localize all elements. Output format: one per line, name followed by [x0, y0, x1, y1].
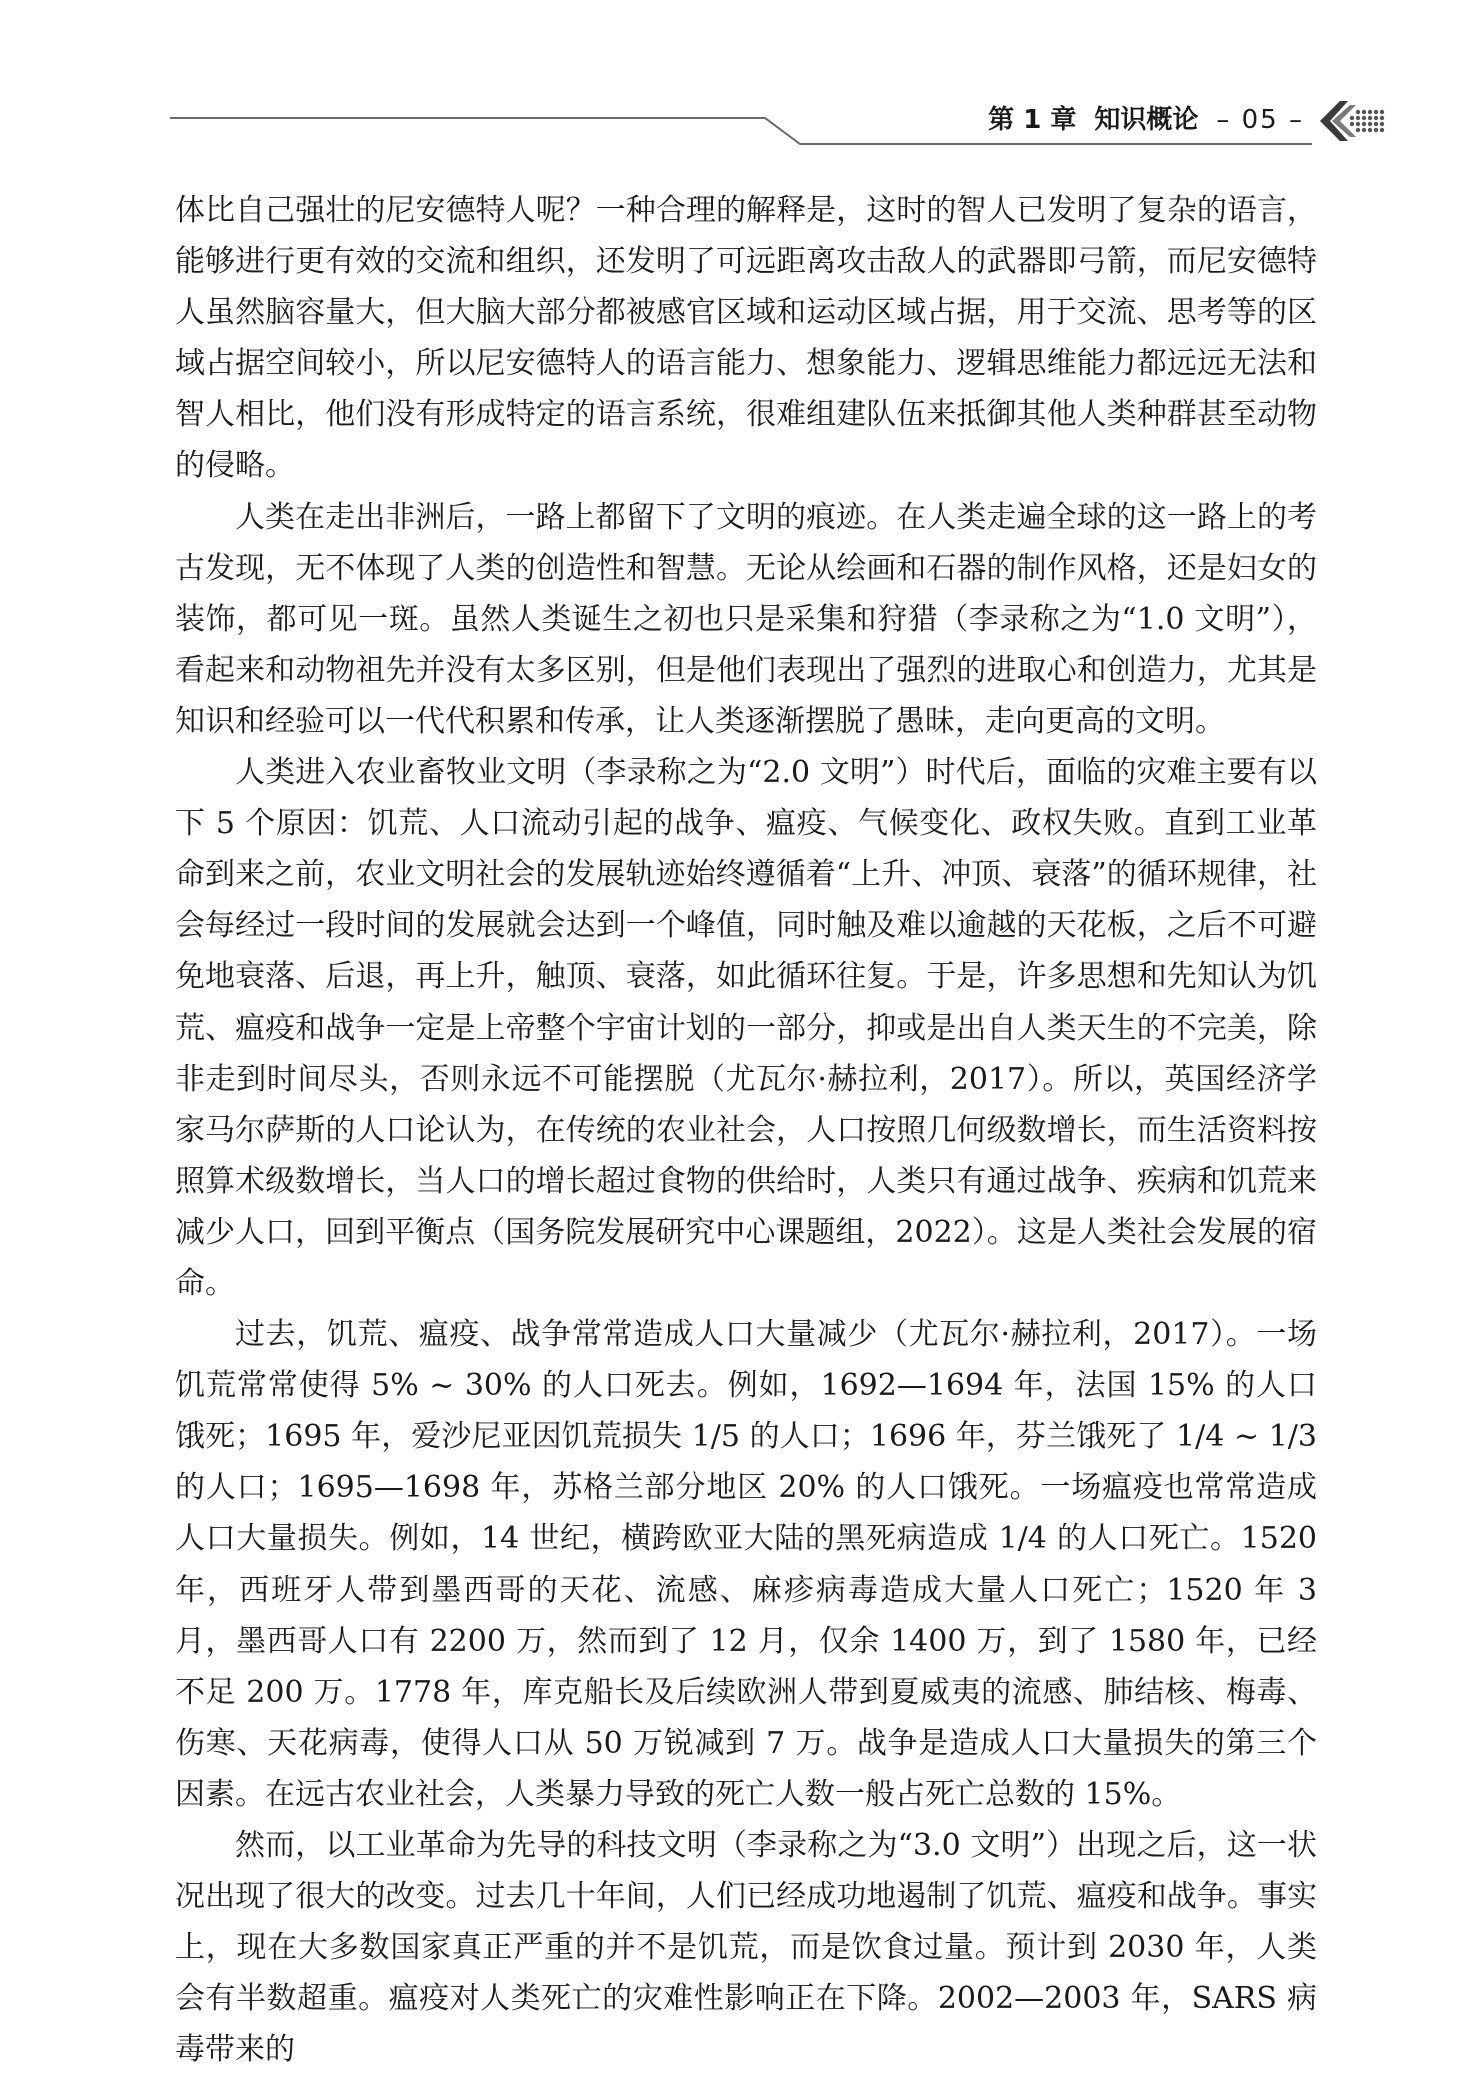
chapter-label: 第 1 章 — [988, 105, 1077, 135]
paragraph: 过去，饥荒、瘟疫、战争常常造成人口大量减少（尤瓦尔·赫拉利，2017）。一场饥荒常常使得 5% ~ 30% 的人口死去。例如，1692—1694 年，法国 15% 的人口饿死；1695 年，爱沙尼亚因饥荒损失 1/5 的人口；1696 年，芬兰饿死了 1/4 ~ 1/3 的人口；1695—1698 年，苏格兰部分地区 20% 的人口饿死。一场瘟疫也常常造成人口大量损失。例如，14 世纪，横跨欧亚大陆的黑死病造成 1/4 的人口死亡。1520 年，西班牙人带到墨西哥的天花、流感、麻疹病毒造成大量人口死亡；1520 年 3 月，墨西哥人口有 2200 万，然而到了 12 月，仅余 1400 万，到了 1580 年，已经不足 200 万。1778 年，库克船长及后续欧洲人带到夏威夷的流感、肺结核、梅毒、伤寒、天花病毒，使得人口从 50 万锐减到 7 万。战争是造成人口大量损失的第三个因素。在远古农业社会，人类暴力导致的死亡人数一般占死亡总数的 15%。 — [175, 1317, 1317, 1812]
paragraph: 然而，以工业革命为先导的科技文明（李录称之为“3.0 文明”）出现之后，这一状况出现了很大的改变。过去几十年间，人们已经成功地遏制了饥荒、瘟疫和战争。事实上，现在大多数国家真正严重的并不是饥荒，而是饮食过量。预计到 2030 年，人类会有半数超重。瘟疫对人类死亡的灾难性影响正在下降。2002—2003 年，SARS 病毒带来的 — [175, 1828, 1317, 2068]
running-head — [988, 100, 1304, 140]
chapter-title: 知识概论 — [1094, 105, 1199, 135]
page-number: – 05 – — [1216, 105, 1304, 135]
chevron-ornament-icon — [1318, 98, 1388, 144]
paragraph: 体比自己强壮的尼安德特人呢？一种合理的解释是，这时的智人已发明了复杂的语言，能够进行更有效的交流和组织，还发明了可远距离攻击敌人的武器即弓箭，而尼安德特人虽然脑容量大，但大脑大部分都被感官区域和运动区域占据，用于交流、思考等的区域占据空间较小，所以尼安德特人的语言能力、想象能力、逻辑思维能力都远远无法和智人相比，他们没有形成特定的语言系统，很难组建队伍来抵御其他人类种群甚至动物的侵略。 — [175, 193, 1317, 484]
body-text — [175, 185, 1317, 2075]
page-header — [0, 0, 1457, 160]
paragraph: 人类进入农业畜牧业文明（李录称之为“2.0 文明”）时代后，面临的灾难主要有以下 5 个原因：饥荒、人口流动引起的战争、瘟疫、气候变化、政权失败。直到工业革命到来之前，农业文明社会的发展轨迹始终遵循着“上升、冲顶、衰落”的循环规律，社会每经过一段时间的发展就会达到一个峰值，同时触及难以逾越的天花板，之后不可避免地衰落、后退，再上升，触顶、衰落，如此循环往复。于是，许多思想和先知认为饥荒、瘟疫和战争一定是上帝整个宇宙计划的一部分，抑或是出自人类天生的不完美，除非走到时间尽头，否则永远不可能摆脱（尤瓦尔·赫拉利，2017）。所以，英国经济学家马尔萨斯的人口论认为，在传统的农业社会，人口按照几何级数增长，而生活资料按照算术级数增长，当人口的增长超过食物的供给时，人类只有通过战争、疾病和饥荒来减少人口，回到平衡点（国务院发展研究中心课题组，2022）。这是人类社会发展的宿命。 — [175, 755, 1317, 1301]
paragraph: 人类在走出非洲后，一路上都留下了文明的痕迹。在人类走遍全球的这一路上的考古发现，无不体现了人类的创造性和智慧。无论从绘画和石器的制作风格，还是妇女的装饰，都可见一斑。虽然人类诞生之初也只是采集和狩猎（李录称之为“1.0 文明”），看起来和动物祖先并没有太多区别，但是他们表现出了强烈的进取心和创造力，尤其是知识和经验可以一代代积累和传承，让人类逐渐摆脱了愚昧，走向更高的文明。 — [175, 499, 1317, 739]
